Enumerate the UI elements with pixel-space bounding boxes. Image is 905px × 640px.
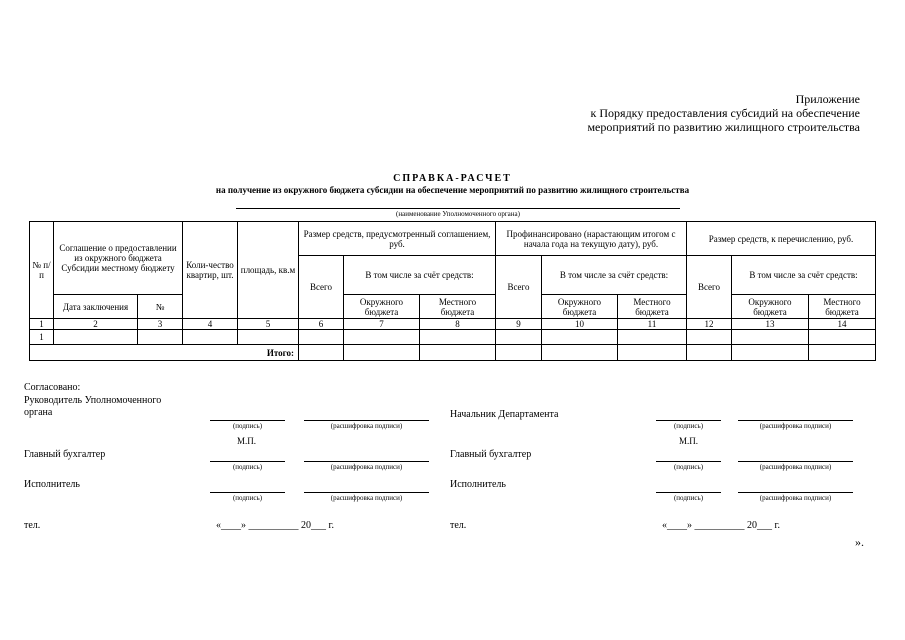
header-agreement: Соглашение о предоставлении из окружного бюджета Субсидии местному бюджету [54,222,183,295]
header-apartments: Коли-чество квартир, шт. [183,222,238,319]
table-cell[interactable] [687,330,732,345]
header-num: № п/п [30,222,54,319]
column-number: 12 [687,319,732,330]
stamp-mark: М.П. [237,436,257,446]
decoding-line[interactable] [304,492,429,493]
authorized-head-line-2: органа [24,407,53,418]
table-cell[interactable] [344,330,420,345]
table-cell[interactable] [542,330,618,345]
total-row [30,345,876,361]
signature-caption: (подпись) [232,422,263,430]
appendix-line-1: Приложение [795,92,860,106]
department-head-label: Начальник Департамента [450,409,559,420]
column-number: 4 [183,319,238,330]
column-number: 11 [618,319,687,330]
table-cell[interactable] [54,330,138,345]
table-cell[interactable] [299,330,344,345]
column-number: 14 [809,319,876,330]
table-cell[interactable] [344,345,420,361]
table-cell[interactable] [542,345,618,361]
header-to-transfer: Размер средств, к перечислению, руб. [687,222,876,256]
header-including-transfer: В том числе за счёт средств: [732,256,876,295]
date-field[interactable]: «____» __________ 20___ г. [662,520,780,531]
row-number: 1 [30,330,54,345]
header-district-provided: Окружного бюджета [344,295,420,319]
signature-line[interactable] [210,461,285,462]
tel-label: тел. [450,520,467,531]
table-cell[interactable] [618,345,687,361]
table-row [30,330,876,345]
table-cell[interactable] [809,345,876,361]
decoding-caption: (расшифровка подписи) [759,463,832,471]
table-cell[interactable] [496,330,542,345]
column-number: 9 [496,319,542,330]
decoding-line[interactable] [738,461,853,462]
header-agreement-date: Дата заключения [54,295,138,319]
executor-label: Исполнитель [24,479,80,490]
signature-line[interactable] [210,492,285,493]
column-number: 7 [344,319,420,330]
document-title: СПРАВКА-РАСЧЕТ [393,173,512,184]
header-total-transfer: Всего [687,256,732,319]
org-name-line[interactable] [236,208,680,209]
table-cell[interactable] [183,330,238,345]
decoding-caption: (расшифровка подписи) [759,494,832,502]
signature-caption: (подпись) [673,494,704,502]
closing-mark: ». [855,535,864,549]
header-financed: Профинансировано (нарастающим итогом с начала года на текущую дату), руб. [496,222,687,256]
stamp-mark: М.П. [679,436,699,446]
date-field[interactable]: «____» __________ 20___ г. [216,520,334,531]
signature-caption: (подпись) [232,463,263,471]
column-number: 10 [542,319,618,330]
signature-line[interactable] [656,461,721,462]
executor-label: Исполнитель [450,479,506,490]
header-agreement-no: № [138,295,183,319]
table-cell[interactable] [138,330,183,345]
column-number: 6 [299,319,344,330]
chief-accountant-label: Главный бухгалтер [450,449,532,460]
column-number-row [30,319,876,330]
header-total-financed: Всего [496,256,542,319]
decoding-line[interactable] [738,492,853,493]
decoding-caption: (расшифровка подписи) [330,463,403,471]
org-name-caption: (наименование Уполномоченного органа) [396,210,520,218]
appendix-line-2: к Порядку предоставления субсидий на обеспечение [590,106,860,120]
appendix-line-3: мероприятий по развитию жилищного строительства [587,120,860,134]
column-number: 3 [138,319,183,330]
agreed-label: Согласовано: [24,382,81,393]
decoding-caption: (расшифровка подписи) [330,422,403,430]
decoding-caption: (расшифровка подписи) [759,422,832,430]
chief-accountant-label: Главный бухгалтер [24,449,106,460]
tel-label: тел. [24,520,41,531]
total-label: Итого: [30,345,299,361]
column-number: 5 [238,319,299,330]
header-including-financed: В том числе за счёт средств: [542,256,687,295]
table-cell[interactable] [299,345,344,361]
document-subtitle: на получение из окружного бюджета субсидии на обеспечение мероприятий по развитию жилищного строительства [215,185,690,195]
table-cell[interactable] [420,345,496,361]
column-number: 1 [30,319,54,330]
signature-caption: (подпись) [673,422,704,430]
decoding-line[interactable] [304,420,429,421]
signature-caption: (подпись) [232,494,263,502]
header-including-provided: В том числе за счёт средств: [344,256,496,295]
header-district-transfer: Окружного бюджета [732,295,809,319]
authorized-head-label [24,395,161,419]
table-cell[interactable] [420,330,496,345]
signature-line[interactable] [210,420,285,421]
header-district-financed: Окружного бюджета [542,295,618,319]
header-local-provided: Местного бюджета [420,295,496,319]
column-number: 2 [54,319,138,330]
signature-line[interactable] [656,492,721,493]
decoding-line[interactable] [738,420,853,421]
calculation-table [29,221,876,361]
table-cell[interactable] [618,330,687,345]
header-area: площадь, кв.м [238,222,299,319]
column-number: 8 [420,319,496,330]
header-provided: Размер средств, предусмотренный соглашением, руб. [299,222,496,256]
table-cell[interactable] [732,345,809,361]
decoding-line[interactable] [304,461,429,462]
table-cell[interactable] [238,330,299,345]
header-local-transfer: Местного бюджета [809,295,876,319]
header-local-financed: Местного бюджета [618,295,687,319]
signature-caption: (подпись) [673,463,704,471]
table-cell[interactable] [687,345,732,361]
signature-line[interactable] [656,420,721,421]
table-cell[interactable] [809,330,876,345]
table-cell[interactable] [496,345,542,361]
table-cell[interactable] [732,330,809,345]
authorized-head-line-1: Руководитель Уполномоченного [24,395,162,406]
appendix-header [560,92,860,134]
header-total-provided: Всего [299,256,344,319]
column-number: 13 [732,319,809,330]
decoding-caption: (расшифровка подписи) [330,494,403,502]
